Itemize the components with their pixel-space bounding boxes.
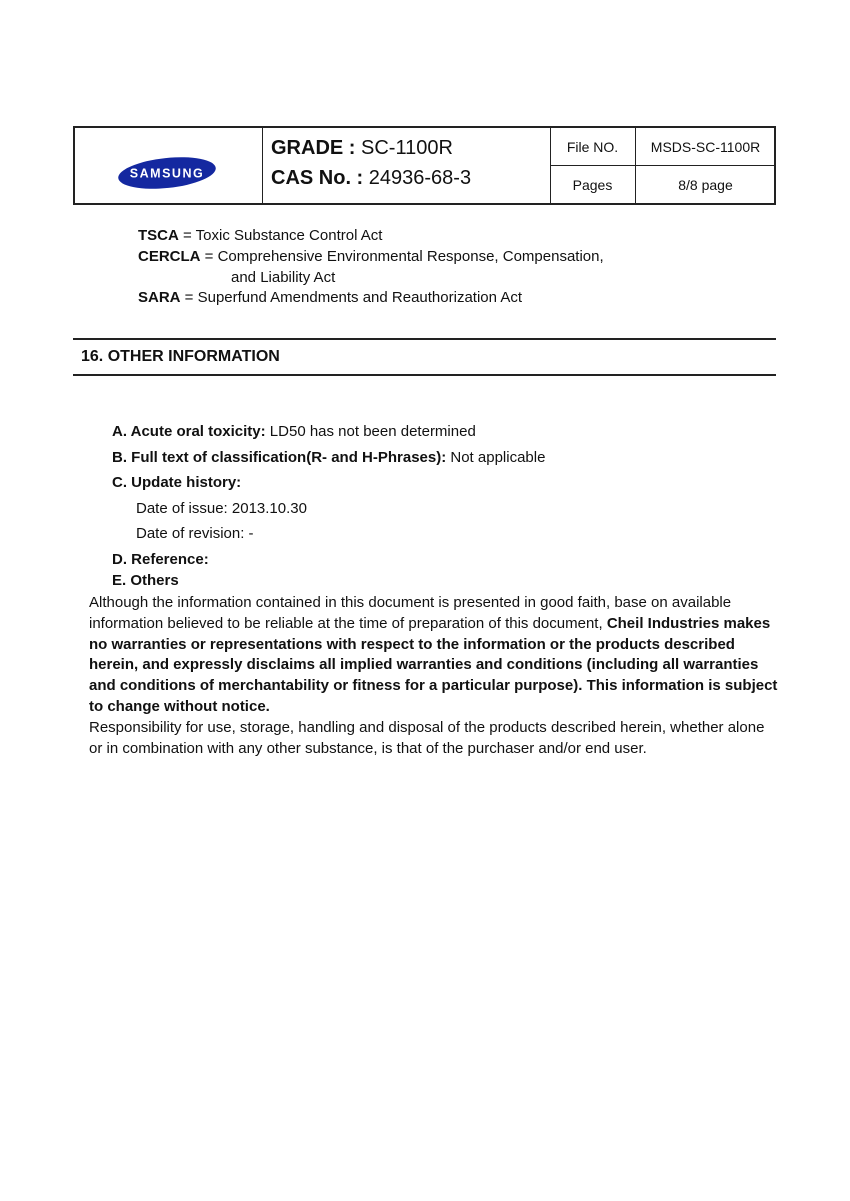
abbreviation-term: SARA [138,289,181,306]
cas-line [271,167,471,190]
header-divider [550,165,776,166]
samsung-logo-text: SAMSUNG [129,166,205,181]
pages-label: Pages [572,177,613,193]
abbreviation-term: TSCA [138,227,179,244]
abbreviation-definition: = Superfund Amendments and Reauthorization Act [180,289,522,306]
item-d [112,551,209,568]
abbreviation-sara [138,289,522,306]
section-title: 16. OTHER INFORMATION [81,348,280,365]
abbreviation-cercla [138,248,604,265]
document-header-table [73,126,776,205]
cas-label: CAS No. : [271,167,364,189]
item-c [112,474,241,491]
section-top-rule [73,338,776,340]
item-d-label: D. Reference: [112,551,209,568]
item-b-value: Not applicable [446,449,546,466]
abbreviation-definition: = Toxic Substance Control Act [178,227,383,244]
cas-value: 24936-68-3 [368,167,472,189]
logo-cell [75,128,263,203]
grade-label: GRADE : [271,137,356,159]
grade-value: SC-1100R [361,137,453,159]
abbreviation-definition: = Comprehensive Environmental Response, Compensation, [200,248,604,265]
date-of-revision: Date of revision: - [136,525,254,542]
samsung-logo [117,155,217,191]
file-no-label: File NO. [566,139,619,155]
item-e-label: E. Others [112,572,179,589]
grade-cell [262,128,551,203]
item-a-value: LD50 has not been determined [265,423,476,440]
disclaimer-paragraph [89,593,779,759]
disclaimer-bold-text: Cheil Industries makes no warranties or representations with respect to the information or the products described herein, and expressly disclaims all implied warranties and conditions (including all warranties and conditions of merchantability or fitness for a particular purpose). This information is subject to change without notice. [89,614,778,715]
abbreviation-tsca [138,227,382,244]
item-e [112,572,179,589]
item-b-label: B. Full text of classification(R- and H-Phrases): [112,449,447,466]
item-c-label: C. Update history: [112,474,242,491]
disclaimer-text: Although the information contained in this document is presented in good faith, base on available information believed to be reliable at the time of preparation of this document, [89,594,732,632]
abbreviation-term: CERCLA [138,248,201,265]
file-no-value: MSDS-SC-1100R [650,139,761,155]
grade-line [271,137,453,160]
item-a [112,423,476,440]
section-bottom-rule [73,374,776,376]
responsibility-text: Responsibility for use, storage, handling and disposal of the products described herein, whether alone or in combination with any other substance, is that of the purchaser and/or end user. [89,718,765,757]
item-b [112,449,545,466]
abbreviation-cercla-continuation: and Liability Act [231,269,336,286]
item-a-label: A. Acute oral toxicity: [112,423,266,440]
pages-value: 8/8 page [678,177,733,193]
date-of-issue: Date of issue: 2013.10.30 [136,500,307,517]
